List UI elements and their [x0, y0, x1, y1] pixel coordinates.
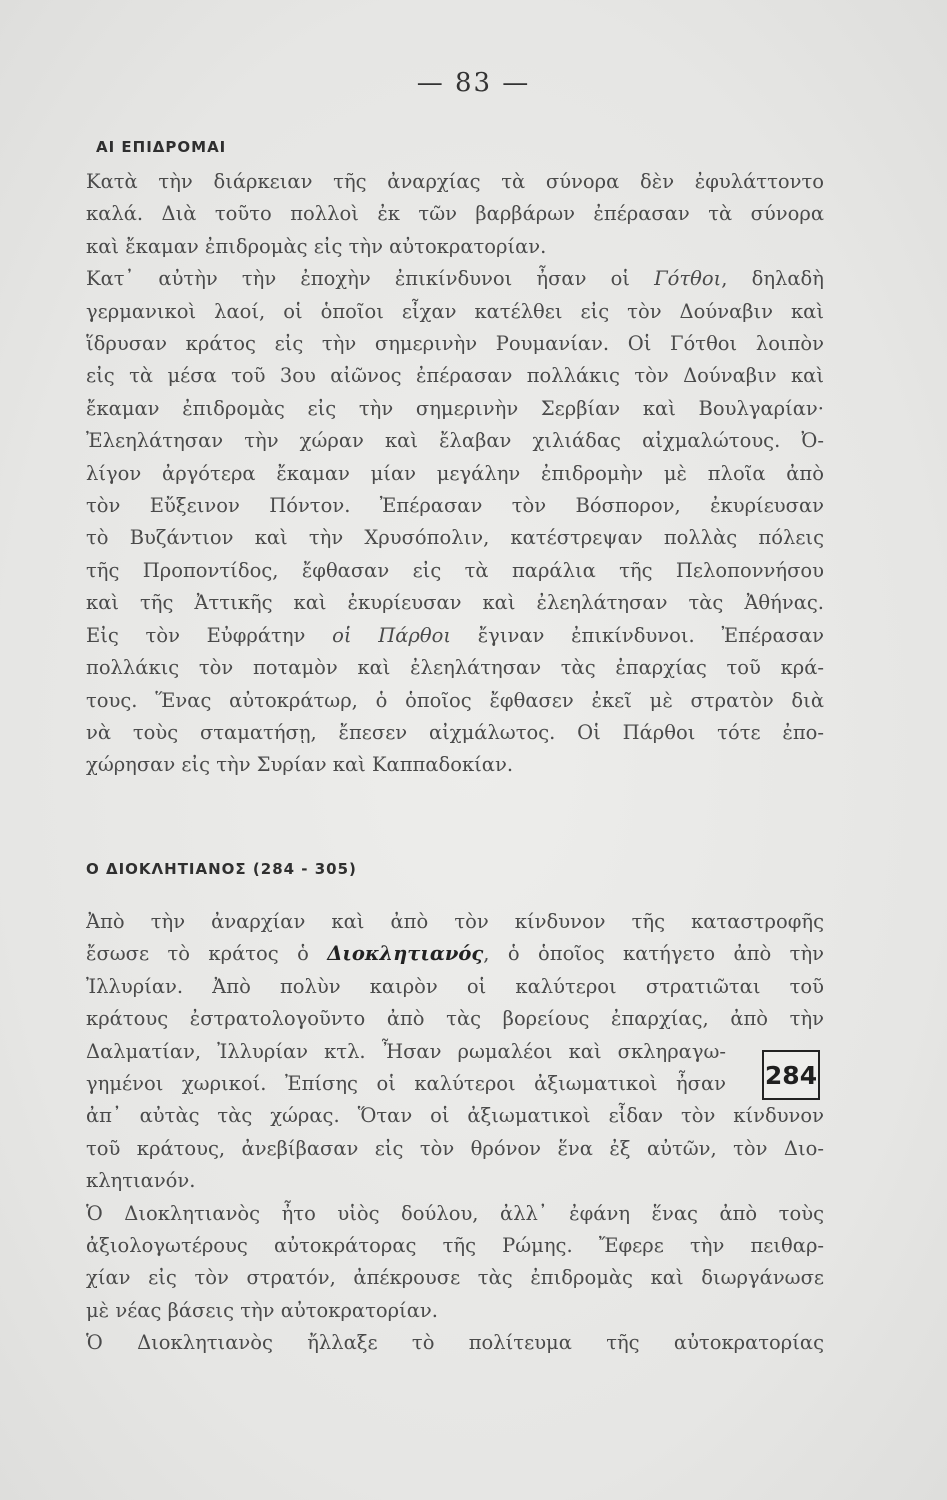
text-line: τὸ Βυζάντιον καὶ τὴν Χρυσόπολιν, κατέστρεψαν πολλὰς πόλεις [86, 526, 824, 550]
text-fragment: ἔγιναν ἐπικίνδυνοι. Ἐπέρασαν [477, 623, 824, 647]
section-heading-diocletian: Ο ΔΙΟΚΛΗΤΙΑΝΟΣ (284 - 305) [86, 860, 357, 878]
text-line: λίγον ἀργότερα ἔκαμαν μίαν μεγάλην ἐπιδρομὴν μὲ πλοῖα ἀπὸ [86, 461, 824, 485]
year-stamp-box: 284 [762, 1050, 820, 1100]
text-line: Ἐλεηλάτησαν τὴν χώραν καὶ ἔλαβαν χιλιάδας αἰχμαλώτους. Ὀ- [86, 429, 824, 453]
text-line [86, 263, 824, 295]
text-line: χίαν εἰς τὸν στρατόν, ἀπέκρουσε τὰς ἐπιδρομὰς καὶ διωργάνωσε [86, 1266, 824, 1290]
text-line: Δαλματίαν, Ἰλλυρίαν κτλ. Ἦσαν ρωμαλέοι καὶ σκληραγω- [86, 1039, 726, 1063]
paragraph-block-invasions [86, 166, 824, 782]
text-line: ἀξιολογωτέρους αὐτοκράτορας τῆς Ρώμης. Ἔφερε τὴν πειθαρ- [86, 1234, 824, 1258]
paragraph-block-diocletian [86, 906, 824, 1360]
text-line: νὰ τοὺς σταματήσῃ, ἔπεσεν αἰχμάλωτος. Οἱ Πάρθοι τότε ἐπο- [86, 720, 824, 744]
text-line: καὶ τῆς Ἀττικῆς καὶ ἐκυρίευσαν καὶ ἐλεηλάτησαν τὰς Ἀθήνας. [86, 591, 824, 615]
text-line: τοῦ κράτους, ἀνεβίβασαν εἰς τὸν θρόνον ἕνα ἐξ αὐτῶν, τὸν Διο- [86, 1136, 824, 1160]
text-line: τῆς Προποντίδος, ἔφθασαν εἰς τὰ παράλια τῆς Πελοποννήσου [86, 558, 824, 582]
text-line: γερμανικοὶ λαοί, οἱ ὁποῖοι εἶχαν κατέλθει εἰς τὸν Δούναβιν καὶ [86, 299, 824, 323]
text-line: Κατὰ τὴν διάρκειαν τῆς ἀναρχίας τὰ σύνορα δὲν ἐφυλάττοντο [86, 170, 824, 193]
text-fragment: , ὁ ὁποῖος κατήγετο ἀπὸ τὴν [483, 942, 824, 966]
emphasized-name-diocletian: Διοκλητιανός [327, 942, 484, 966]
text-line: Ἰλλυρίαν. Ἀπὸ πολὺν καιρὸν οἱ καλύτεροι στρατιῶται τοῦ [86, 974, 824, 998]
text-line: χώρησαν εἰς τὴν Συρίαν καὶ Καππαδοκίαν. [86, 753, 514, 777]
text-line: κλητιανόν. [86, 1169, 196, 1193]
text-line: πολλάκις τὸν ποταμὸν καὶ ἐλεηλάτησαν τὰς ἐπαρχίας τοῦ κρά- [86, 656, 824, 680]
text-line: τὸν Εὔξεινον Πόντον. Ἐπέρασαν τὸν Βόσπορον, ἐκυρίευσαν [86, 494, 824, 518]
text-line: εἰς τὰ μέσα τοῦ 3ου αἰῶνος ἐπέρασαν πολλάκις τὸν Δούναβιν καὶ [86, 364, 824, 388]
text-line: γημένοι χωρικοί. Ἐπίσης οἱ καλύτεροι ἀξιωματικοὶ ἦσαν [86, 1072, 726, 1096]
text-line [86, 620, 824, 652]
text-fragment: Κατ᾽ αὐτὴν τὴν ἐποχὴν ἐπικίνδυνοι ἦσαν οἱ [86, 267, 630, 291]
text-line: τους. Ἕνας αὐτοκράτωρ, ὁ ὁποῖος ἔφθασεν ἐκεῖ μὲ στρατὸν διὰ [86, 688, 824, 712]
text-line: καὶ ἔκαμαν ἐπιδρομὰς εἰς τὴν αὐτοκρατορίαν. [86, 234, 547, 258]
text-fragment: , δηλαδὴ [721, 267, 824, 291]
text-line: ἔκαμαν ἐπιδρομὰς εἰς τὴν σημερινὴν Σερβίαν καὶ Βουλγαρίαν· [86, 396, 824, 420]
section-heading-invasions: ΑΙ ΕΠΙΔΡΟΜΑΙ [96, 138, 227, 156]
text-fragment: Εἰς τὸν Εὐφράτην [86, 623, 306, 647]
text-line [86, 938, 824, 970]
text-line: Ὁ Διοκλητιανὸς ἤλλαξε τὸ πολίτευμα τῆς αὐτοκρατορίας [86, 1331, 824, 1355]
text-line: Ὁ Διοκλητιανὸς ἦτο υἱὸς δούλου, ἀλλ᾽ ἐφάνη ἕνας ἀπὸ τοὺς [86, 1201, 824, 1225]
text-fragment: ἔσωσε τὸ κράτος ὁ [86, 942, 309, 966]
text-line: κράτους ἐστρατολογοῦντο ἀπὸ τὰς βορείους ἐπαρχίας, ἀπὸ τὴν [86, 1007, 824, 1031]
emphasized-name-parthians: οἱ Πάρθοι [332, 623, 451, 647]
text-line: Ἀπὸ τὴν ἀναρχίαν καὶ ἀπὸ τὸν κίνδυνον τῆς καταστροφῆς [86, 910, 824, 933]
text-line: ἀπ᾽ αὐτὰς τὰς χώρας. Ὅταν οἱ ἀξιωματικοὶ εἶδαν τὸν κίνδυνον [86, 1104, 824, 1128]
text-line: καλά. Διὰ τοῦτο πολλοὶ ἐκ τῶν βαρβάρων ἐπέρασαν τὰ σύνορα [86, 202, 824, 226]
text-line: ἵδρυσαν κράτος εἰς τὴν σημερινὴν Ρουμανίαν. Οἱ Γότθοι λοιπὸν [86, 332, 824, 356]
page-number: — 83 — [416, 68, 531, 98]
emphasized-name-goths: Γότθοι [654, 267, 722, 291]
text-line: μὲ νέας βάσεις τὴν αὐτοκρατορίαν. [86, 1298, 438, 1322]
